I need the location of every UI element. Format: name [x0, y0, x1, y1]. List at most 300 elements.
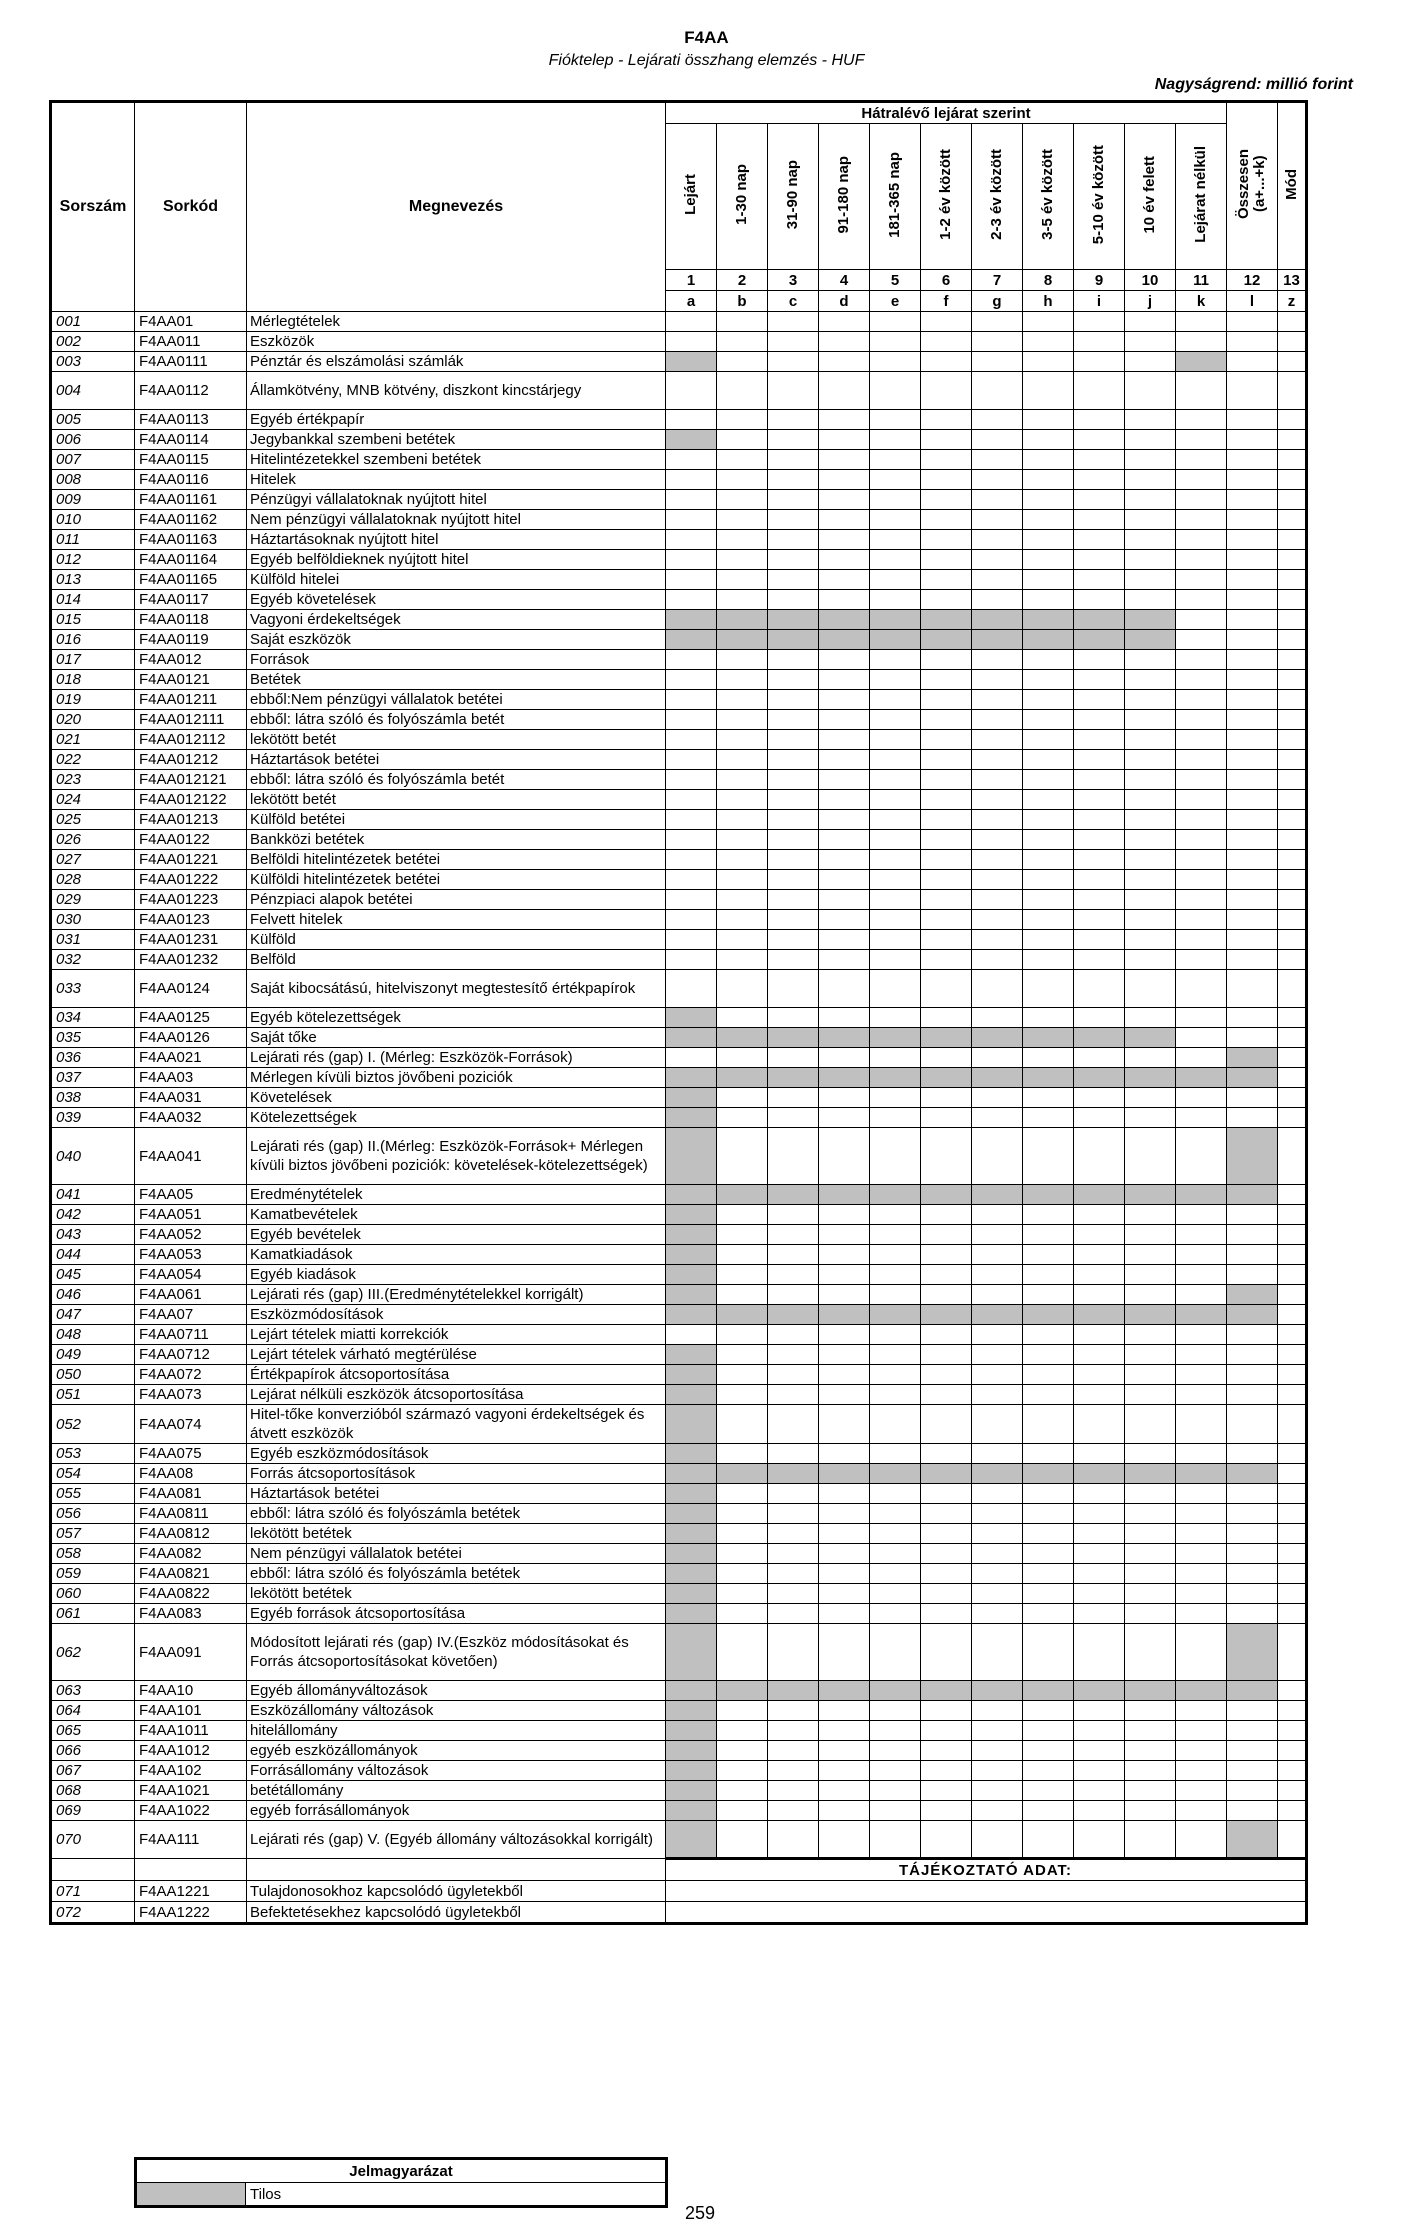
data-cell[interactable]: [717, 670, 768, 690]
data-cell[interactable]: [1023, 1701, 1074, 1721]
data-cell[interactable]: [819, 1385, 870, 1405]
data-cell[interactable]: [1176, 1265, 1227, 1285]
data-cell[interactable]: [1074, 450, 1125, 470]
data-cell[interactable]: [1074, 730, 1125, 750]
data-cell[interactable]: [1074, 1741, 1125, 1761]
data-cell[interactable]: [819, 1108, 870, 1128]
data-cell[interactable]: [666, 810, 717, 830]
data-cell[interactable]: [1023, 490, 1074, 510]
data-cell[interactable]: [1074, 1484, 1125, 1504]
data-cell[interactable]: [768, 1048, 819, 1068]
data-cell[interactable]: [717, 372, 768, 410]
data-cell[interactable]: [972, 450, 1023, 470]
data-cell[interactable]: [972, 1345, 1023, 1365]
data-cell[interactable]: [921, 1385, 972, 1405]
data-cell[interactable]: [1278, 910, 1307, 930]
data-cell[interactable]: [1278, 510, 1307, 530]
data-cell[interactable]: [717, 950, 768, 970]
data-cell[interactable]: [870, 1701, 921, 1721]
data-cell[interactable]: [819, 1701, 870, 1721]
data-cell[interactable]: [717, 1584, 768, 1604]
data-cell[interactable]: [921, 1624, 972, 1681]
data-cell[interactable]: [819, 810, 870, 830]
data-cell[interactable]: [870, 950, 921, 970]
data-cell[interactable]: [1227, 650, 1278, 670]
data-cell[interactable]: [1227, 670, 1278, 690]
data-cell[interactable]: [1074, 372, 1125, 410]
data-cell[interactable]: [870, 1108, 921, 1128]
data-cell[interactable]: [819, 1325, 870, 1345]
data-cell[interactable]: [1023, 1128, 1074, 1185]
data-cell[interactable]: [1074, 1128, 1125, 1185]
data-cell[interactable]: [921, 1008, 972, 1028]
data-cell[interactable]: [1278, 490, 1307, 510]
data-cell[interactable]: [1125, 312, 1176, 332]
data-cell[interactable]: [1125, 450, 1176, 470]
data-cell[interactable]: [921, 1088, 972, 1108]
data-cell[interactable]: [921, 670, 972, 690]
data-cell[interactable]: [921, 430, 972, 450]
data-cell[interactable]: [1278, 1484, 1307, 1504]
data-cell[interactable]: [1176, 1761, 1227, 1781]
data-cell[interactable]: [921, 750, 972, 770]
data-cell[interactable]: [972, 1365, 1023, 1385]
data-cell[interactable]: [717, 490, 768, 510]
data-cell[interactable]: [768, 1225, 819, 1245]
data-cell[interactable]: [972, 690, 1023, 710]
data-cell[interactable]: [870, 1365, 921, 1385]
data-cell[interactable]: [1074, 710, 1125, 730]
data-cell[interactable]: [921, 1265, 972, 1285]
data-cell[interactable]: [1074, 1325, 1125, 1345]
data-cell[interactable]: [768, 1781, 819, 1801]
data-cell[interactable]: [921, 510, 972, 530]
data-cell[interactable]: [1125, 650, 1176, 670]
data-cell[interactable]: [972, 910, 1023, 930]
data-cell[interactable]: [768, 1405, 819, 1444]
data-cell[interactable]: [1125, 930, 1176, 950]
data-cell[interactable]: [1227, 970, 1278, 1008]
data-cell[interactable]: [1278, 372, 1307, 410]
data-cell[interactable]: [1023, 530, 1074, 550]
data-cell[interactable]: [1176, 890, 1227, 910]
data-cell[interactable]: [768, 1624, 819, 1681]
data-cell[interactable]: [1278, 650, 1307, 670]
data-cell[interactable]: [1074, 1245, 1125, 1265]
data-cell[interactable]: [1074, 510, 1125, 530]
data-cell[interactable]: [819, 530, 870, 550]
data-cell[interactable]: [1278, 730, 1307, 750]
data-cell[interactable]: [921, 1128, 972, 1185]
data-cell[interactable]: [666, 830, 717, 850]
data-cell[interactable]: [1227, 332, 1278, 352]
data-cell[interactable]: [1278, 1225, 1307, 1245]
data-cell[interactable]: [1278, 950, 1307, 970]
data-cell[interactable]: [666, 372, 717, 410]
data-cell[interactable]: [1074, 1544, 1125, 1564]
data-cell[interactable]: [972, 1048, 1023, 1068]
data-cell[interactable]: [972, 1128, 1023, 1185]
data-cell[interactable]: [972, 1225, 1023, 1245]
data-cell[interactable]: [819, 332, 870, 352]
data-cell[interactable]: [1023, 930, 1074, 950]
data-cell[interactable]: [921, 910, 972, 930]
data-cell[interactable]: [768, 1365, 819, 1385]
data-cell[interactable]: [972, 1385, 1023, 1405]
data-cell[interactable]: [717, 332, 768, 352]
data-cell[interactable]: [921, 1048, 972, 1068]
data-cell[interactable]: [1227, 430, 1278, 450]
data-cell[interactable]: [1023, 770, 1074, 790]
data-cell[interactable]: [972, 750, 1023, 770]
data-cell[interactable]: [717, 1444, 768, 1464]
data-cell[interactable]: [1023, 650, 1074, 670]
data-cell[interactable]: [1074, 1721, 1125, 1741]
data-cell[interactable]: [1023, 730, 1074, 750]
data-cell[interactable]: [1074, 870, 1125, 890]
data-cell[interactable]: [1227, 710, 1278, 730]
data-cell[interactable]: [1125, 1741, 1176, 1761]
data-cell[interactable]: [1278, 1108, 1307, 1128]
data-cell[interactable]: [1125, 1365, 1176, 1385]
data-cell[interactable]: [870, 710, 921, 730]
data-cell[interactable]: [1227, 690, 1278, 710]
data-cell[interactable]: [819, 1801, 870, 1821]
data-cell[interactable]: [768, 1345, 819, 1365]
data-cell[interactable]: [1278, 850, 1307, 870]
data-cell[interactable]: [1125, 1721, 1176, 1741]
data-cell[interactable]: [1176, 1385, 1227, 1405]
data-cell[interactable]: [819, 1721, 870, 1741]
data-cell[interactable]: [1176, 970, 1227, 1008]
data-cell[interactable]: [819, 1285, 870, 1305]
data-cell[interactable]: [768, 930, 819, 950]
data-cell[interactable]: [1176, 1624, 1227, 1681]
data-cell[interactable]: [666, 910, 717, 930]
data-cell[interactable]: [1278, 1821, 1307, 1859]
data-cell[interactable]: [1176, 950, 1227, 970]
data-cell[interactable]: [1074, 1088, 1125, 1108]
data-cell[interactable]: [921, 1781, 972, 1801]
data-cell[interactable]: [870, 930, 921, 950]
data-cell[interactable]: [717, 510, 768, 530]
data-cell[interactable]: [819, 770, 870, 790]
data-cell[interactable]: [1023, 1544, 1074, 1564]
data-cell[interactable]: [768, 1385, 819, 1405]
data-cell[interactable]: [1074, 1285, 1125, 1305]
data-cell[interactable]: [768, 1584, 819, 1604]
data-cell[interactable]: [870, 1088, 921, 1108]
data-cell[interactable]: [768, 590, 819, 610]
data-cell[interactable]: [768, 550, 819, 570]
data-cell[interactable]: [1074, 1444, 1125, 1464]
data-cell[interactable]: [972, 1405, 1023, 1444]
data-cell[interactable]: [717, 430, 768, 450]
data-cell[interactable]: [1023, 1484, 1074, 1504]
data-cell[interactable]: [921, 1325, 972, 1345]
data-cell[interactable]: [1023, 1088, 1074, 1108]
data-cell[interactable]: [717, 1701, 768, 1721]
data-cell[interactable]: [1125, 1444, 1176, 1464]
data-cell[interactable]: [1278, 1801, 1307, 1821]
data-cell[interactable]: [717, 410, 768, 430]
data-cell[interactable]: [768, 1245, 819, 1265]
data-cell[interactable]: [1227, 550, 1278, 570]
data-cell[interactable]: [870, 790, 921, 810]
data-cell[interactable]: [1278, 470, 1307, 490]
data-cell[interactable]: [1023, 1048, 1074, 1068]
data-cell[interactable]: [768, 1821, 819, 1859]
data-cell[interactable]: [819, 470, 870, 490]
data-cell[interactable]: [1023, 1008, 1074, 1028]
data-cell[interactable]: [921, 1504, 972, 1524]
data-cell[interactable]: [921, 810, 972, 830]
data-cell[interactable]: [1278, 550, 1307, 570]
data-cell[interactable]: [972, 1008, 1023, 1028]
data-cell[interactable]: [921, 1405, 972, 1444]
data-cell[interactable]: [972, 670, 1023, 690]
data-cell[interactable]: [1023, 1325, 1074, 1345]
data-cell[interactable]: [1176, 530, 1227, 550]
data-cell[interactable]: [870, 1624, 921, 1681]
data-cell[interactable]: [1125, 470, 1176, 490]
data-cell[interactable]: [1074, 1701, 1125, 1721]
data-cell[interactable]: [819, 790, 870, 810]
data-cell[interactable]: [1227, 1604, 1278, 1624]
data-cell[interactable]: [1074, 690, 1125, 710]
data-cell[interactable]: [819, 372, 870, 410]
data-cell[interactable]: [1074, 850, 1125, 870]
data-cell[interactable]: [1227, 470, 1278, 490]
data-cell[interactable]: [1176, 1721, 1227, 1741]
data-cell[interactable]: [1176, 750, 1227, 770]
data-cell[interactable]: [972, 352, 1023, 372]
data-cell[interactable]: [921, 730, 972, 750]
data-cell[interactable]: [1023, 690, 1074, 710]
data-cell[interactable]: [1023, 1761, 1074, 1781]
data-cell[interactable]: [1176, 470, 1227, 490]
data-cell[interactable]: [768, 510, 819, 530]
data-cell[interactable]: [819, 1128, 870, 1185]
data-cell[interactable]: [870, 490, 921, 510]
data-cell[interactable]: [1125, 1108, 1176, 1128]
data-cell[interactable]: [1278, 1564, 1307, 1584]
data-cell[interactable]: [1074, 830, 1125, 850]
data-cell[interactable]: [1125, 910, 1176, 930]
data-cell[interactable]: [1278, 810, 1307, 830]
data-cell[interactable]: [1023, 1205, 1074, 1225]
data-cell[interactable]: [666, 930, 717, 950]
data-cell[interactable]: [1023, 910, 1074, 930]
data-cell[interactable]: [870, 470, 921, 490]
info-value-cell[interactable]: [666, 1902, 1307, 1924]
data-cell[interactable]: [972, 570, 1023, 590]
data-cell[interactable]: [717, 710, 768, 730]
data-cell[interactable]: [1125, 1701, 1176, 1721]
data-cell[interactable]: [870, 590, 921, 610]
data-cell[interactable]: [717, 530, 768, 550]
data-cell[interactable]: [870, 1225, 921, 1245]
data-cell[interactable]: [972, 890, 1023, 910]
data-cell[interactable]: [972, 1801, 1023, 1821]
data-cell[interactable]: [768, 850, 819, 870]
data-cell[interactable]: [1125, 1821, 1176, 1859]
data-cell[interactable]: [1227, 1721, 1278, 1741]
data-cell[interactable]: [1278, 1008, 1307, 1028]
data-cell[interactable]: [972, 1741, 1023, 1761]
data-cell[interactable]: [1278, 1365, 1307, 1385]
data-cell[interactable]: [870, 970, 921, 1008]
data-cell[interactable]: [717, 650, 768, 670]
data-cell[interactable]: [717, 470, 768, 490]
data-cell[interactable]: [717, 890, 768, 910]
data-cell[interactable]: [819, 890, 870, 910]
data-cell[interactable]: [1074, 430, 1125, 450]
data-cell[interactable]: [1125, 1285, 1176, 1305]
data-cell[interactable]: [819, 1048, 870, 1068]
data-cell[interactable]: [921, 550, 972, 570]
data-cell[interactable]: [1227, 1584, 1278, 1604]
data-cell[interactable]: [768, 670, 819, 690]
data-cell[interactable]: [1074, 650, 1125, 670]
data-cell[interactable]: [1074, 890, 1125, 910]
data-cell[interactable]: [819, 450, 870, 470]
data-cell[interactable]: [1125, 530, 1176, 550]
data-cell[interactable]: [972, 810, 1023, 830]
data-cell[interactable]: [717, 1205, 768, 1225]
data-cell[interactable]: [1074, 1801, 1125, 1821]
data-cell[interactable]: [870, 1345, 921, 1365]
data-cell[interactable]: [1074, 1624, 1125, 1681]
data-cell[interactable]: [666, 470, 717, 490]
data-cell[interactable]: [972, 1108, 1023, 1128]
data-cell[interactable]: [972, 650, 1023, 670]
data-cell[interactable]: [1125, 1604, 1176, 1624]
data-cell[interactable]: [1125, 510, 1176, 530]
data-cell[interactable]: [1023, 510, 1074, 530]
data-cell[interactable]: [819, 690, 870, 710]
data-cell[interactable]: [666, 750, 717, 770]
data-cell[interactable]: [1074, 410, 1125, 430]
data-cell[interactable]: [1227, 1008, 1278, 1028]
data-cell[interactable]: [921, 1701, 972, 1721]
data-cell[interactable]: [972, 530, 1023, 550]
data-cell[interactable]: [1227, 1781, 1278, 1801]
data-cell[interactable]: [972, 1524, 1023, 1544]
data-cell[interactable]: [1023, 332, 1074, 352]
data-cell[interactable]: [1278, 610, 1307, 630]
data-cell[interactable]: [972, 1205, 1023, 1225]
data-cell[interactable]: [921, 372, 972, 410]
data-cell[interactable]: [717, 1048, 768, 1068]
data-cell[interactable]: [819, 410, 870, 430]
data-cell[interactable]: [1227, 1484, 1278, 1504]
data-cell[interactable]: [717, 870, 768, 890]
data-cell[interactable]: [1176, 650, 1227, 670]
data-cell[interactable]: [870, 1405, 921, 1444]
data-cell[interactable]: [1278, 1464, 1307, 1484]
data-cell[interactable]: [870, 1761, 921, 1781]
data-cell[interactable]: [1074, 750, 1125, 770]
data-cell[interactable]: [717, 570, 768, 590]
data-cell[interactable]: [768, 1721, 819, 1741]
data-cell[interactable]: [1023, 1801, 1074, 1821]
data-cell[interactable]: [1074, 590, 1125, 610]
data-cell[interactable]: [819, 730, 870, 750]
data-cell[interactable]: [1278, 890, 1307, 910]
data-cell[interactable]: [1176, 610, 1227, 630]
data-cell[interactable]: [972, 1721, 1023, 1741]
data-cell[interactable]: [921, 1801, 972, 1821]
data-cell[interactable]: [870, 1444, 921, 1464]
data-cell[interactable]: [717, 1245, 768, 1265]
data-cell[interactable]: [819, 1544, 870, 1564]
data-cell[interactable]: [1023, 1604, 1074, 1624]
data-cell[interactable]: [921, 1444, 972, 1464]
data-cell[interactable]: [1176, 1245, 1227, 1265]
data-cell[interactable]: [1227, 1405, 1278, 1444]
data-cell[interactable]: [666, 312, 717, 332]
data-cell[interactable]: [1074, 312, 1125, 332]
data-cell[interactable]: [1176, 550, 1227, 570]
data-cell[interactable]: [921, 1108, 972, 1128]
data-cell[interactable]: [666, 850, 717, 870]
data-cell[interactable]: [1278, 1761, 1307, 1781]
data-cell[interactable]: [870, 1385, 921, 1405]
data-cell[interactable]: [1176, 1205, 1227, 1225]
data-cell[interactable]: [717, 450, 768, 470]
data-cell[interactable]: [717, 1544, 768, 1564]
data-cell[interactable]: [1278, 770, 1307, 790]
data-cell[interactable]: [717, 1624, 768, 1681]
data-cell[interactable]: [1278, 1128, 1307, 1185]
data-cell[interactable]: [1074, 810, 1125, 830]
data-cell[interactable]: [1176, 1781, 1227, 1801]
data-cell[interactable]: [870, 730, 921, 750]
data-cell[interactable]: [1176, 1405, 1227, 1444]
data-cell[interactable]: [1176, 910, 1227, 930]
data-cell[interactable]: [768, 430, 819, 450]
data-cell[interactable]: [717, 590, 768, 610]
data-cell[interactable]: [666, 730, 717, 750]
data-cell[interactable]: [819, 1781, 870, 1801]
data-cell[interactable]: [768, 470, 819, 490]
data-cell[interactable]: [1278, 690, 1307, 710]
data-cell[interactable]: [1278, 1701, 1307, 1721]
data-cell[interactable]: [1125, 352, 1176, 372]
data-cell[interactable]: [1023, 1564, 1074, 1584]
data-cell[interactable]: [1227, 510, 1278, 530]
data-cell[interactable]: [921, 770, 972, 790]
data-cell[interactable]: [972, 590, 1023, 610]
data-cell[interactable]: [1023, 1285, 1074, 1305]
data-cell[interactable]: [1176, 410, 1227, 430]
data-cell[interactable]: [1227, 850, 1278, 870]
data-cell[interactable]: [1125, 550, 1176, 570]
data-cell[interactable]: [1023, 870, 1074, 890]
data-cell[interactable]: [870, 1584, 921, 1604]
data-cell[interactable]: [921, 1584, 972, 1604]
data-cell[interactable]: [768, 352, 819, 372]
data-cell[interactable]: [768, 312, 819, 332]
data-cell[interactable]: [1023, 1624, 1074, 1681]
data-cell[interactable]: [972, 1821, 1023, 1859]
data-cell[interactable]: [921, 690, 972, 710]
data-cell[interactable]: [870, 1821, 921, 1859]
data-cell[interactable]: [1278, 352, 1307, 372]
data-cell[interactable]: [819, 510, 870, 530]
data-cell[interactable]: [1227, 770, 1278, 790]
